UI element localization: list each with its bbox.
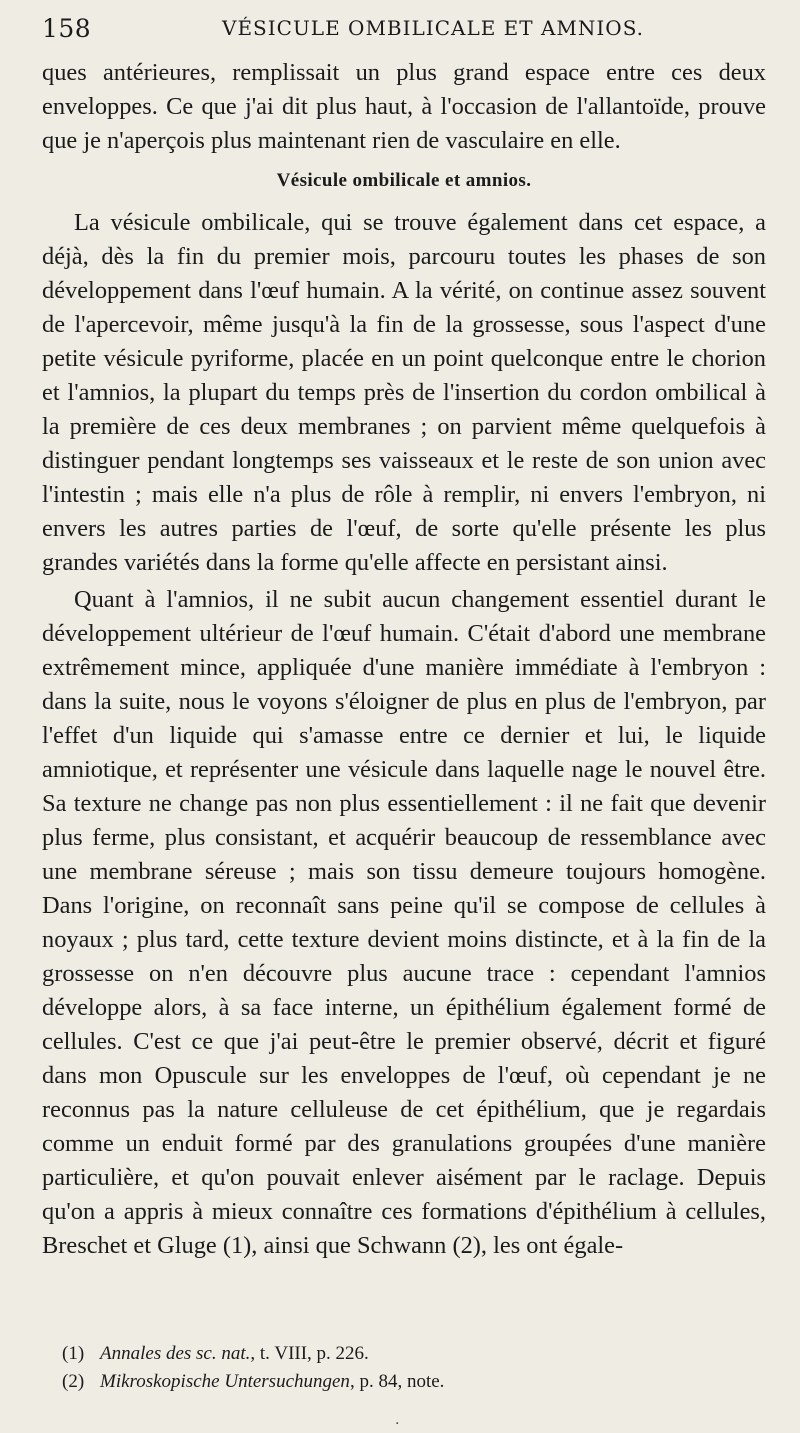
body-text [42,56,766,1263]
footnote-reference: , t. VIII, p. 226. [250,1343,369,1364]
footnotes [62,1340,762,1396]
footnote-journal: Mikroskopische Untersuchungen [100,1371,350,1392]
footnote-number: (1) [62,1343,85,1364]
continuation-paragraph: ques antérieures, remplissait un plus grand espace entre ces deux enveloppes. Ce que j'ai dit plus haut, à l'occasion de l'allantoïde, prouve que je n'aperçois plus maintenant rien de vasculaire en elle. [42,59,766,154]
footnote-number: (2) [62,1371,85,1392]
bottom-mark: . [395,1412,400,1428]
footnote-reference: , p. 84, note. [349,1371,445,1392]
footnote-journal: Annales des sc. nat. [100,1343,251,1364]
section-heading: Vésicule ombilicale et amnios. [276,170,532,191]
footnote-1 [62,1340,762,1368]
paragraph-vesicule: La vésicule ombilicale, qui se trouve également dans cet espace, a déjà, dès la fin du premier mois, parcouru toutes les phases de son développement dans l'œuf humain. A la vérité, on continue assez souvent de l'apercevoir, même jusqu'à la fin de la grossesse, sous l'aspect d'une petite vésicule pyriforme, placée en un point quelconque entre le chorion et l'amnios, la plupart du temps près de l'insertion du cordon ombilical à la première de ces deux membranes ; on parvient même quelquefois à distinguer pendant longtemps ses vaisseaux et le reste de son union avec l'intestin ; mais elle n'a plus de rôle à remplir, ni envers l'embryon, ni envers les autres parties de l'œuf, de sorte qu'elle présente les plus grandes variétés dans la forme qu'elle affecte en persistant ainsi. [42,209,766,576]
footnote-2 [62,1368,762,1396]
running-title: VÉSICULE OMBILICALE ET AMNIOS. [222,16,645,40]
page-header [42,14,772,50]
page-number: 158 [42,14,92,43]
paragraph-amnios: Quant à l'amnios, il ne subit aucun changement essentiel durant le développement ultérieur de l'œuf humain. C'était d'abord une membrane extrêmement mince, appliquée d'une manière immédiate à l'embryon : dans la suite, nous le voyons s'éloigner de plus en plus de l'embryon, par l'effet d'un liquide qui s'amasse entre ce dernier et lui, le liquide amniotique, et représenter une vésicule dans laquelle nage le nouvel être. Sa texture ne change pas non plus essentiellement : il ne fait que devenir plus ferme, plus consistant, et acquérir beaucoup de ressemblance avec une membrane séreuse ; mais son tissu demeure toujours homogène. Dans l'origine, on reconnaît sans peine qu'il se compose de cellules à noyaux ; plus tard, cette texture devient moins distincte, et à la fin de la grossesse on n'en découvre plus aucune trace : cependant l'amnios développe alors, à sa face interne, un épithélium également formé de cellules. C'est ce que j'ai peut-être le premier observé, décrit et figuré dans mon Opuscule sur les enveloppes de l'œuf, où cependant je ne reconnus pas la nature celluleuse de cet épithélium, que je regardais comme un enduit formé par des granulations groupées d'une manière particulière, et qu'on pouvait enlever aisément par le raclage. Depuis qu'on a appris à mieux connaître ces formations d'épithélium à cellules, Breschet et Gluge (1), ainsi que Schwann (2), les ont égale- [42,586,766,1259]
